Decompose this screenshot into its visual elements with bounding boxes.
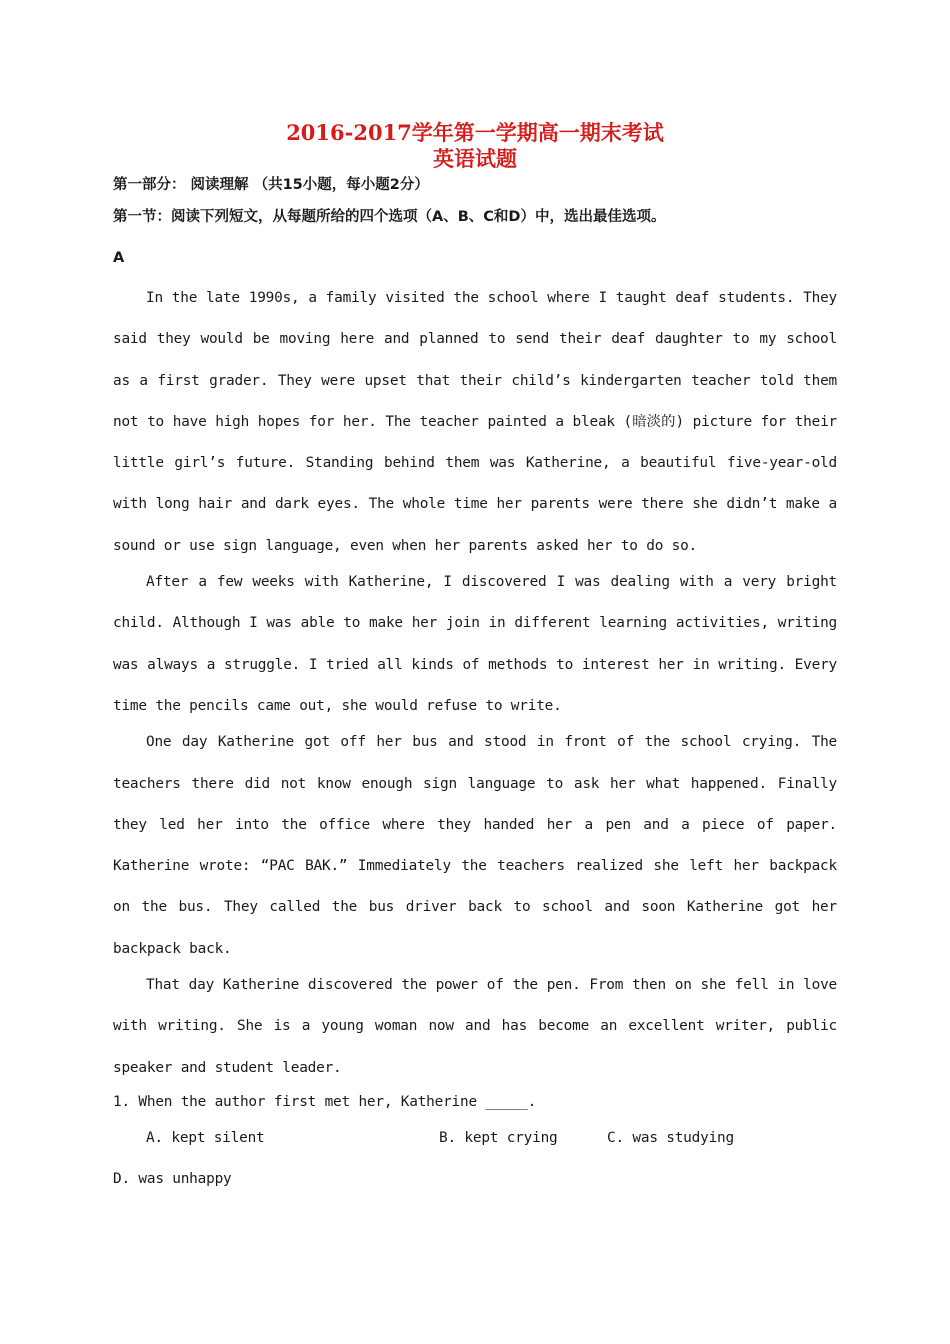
option-a: A. kept silent: [146, 1129, 265, 1146]
passage-paragraph: In the late 1990s, a family visited the school where I taught deaf students. They said they would be moving here and planned to send their deaf daughter to my school as a first grader. They were upset that their child’s kindergarten teacher told them not to have high hopes for her. The teacher painted a bleak (暗淡的) picture for their little girl’s future. Standing behind them was Katherine, a beautiful five-year-old with long hair and dark eyes. The whole time her parents were there she didn’t make a sound or use sign language, even when her parents asked her to do so.: [113, 290, 837, 554]
option-c: C. was studying: [607, 1129, 734, 1146]
passage-paragraph: That day Katherine discovered the power of the pen. From then on she fell in love with writing. She is a young woman now and has become an excellent writer, public speaker and student leader.: [113, 977, 837, 1076]
option-d: D. was unhappy: [113, 1170, 232, 1187]
exam-page: [113, 120, 837, 1197]
option-b: B. kept crying: [439, 1129, 558, 1146]
question-stem: 1. When the author first met her, Katherine _____.: [113, 1093, 537, 1110]
question-options: [113, 1120, 837, 1156]
section-heading: 第一节：阅读下列短文，从每题所给的四个选项（A、B、C和D）中，选出最佳选项。: [113, 209, 666, 225]
passage-paragraph: After a few weeks with Katherine, I discovered I was dealing with a very bright child. Although I was able to make her join in different learning activities, writing was always a struggle. I tried all kinds of methods to interest her in writing. Every time the pencils came out, she would refuse to write.: [113, 574, 837, 714]
part-heading: 第一部分： 阅读理解 （共15小题，每小题2分）: [113, 177, 429, 193]
passage-paragraph: One day Katherine got off her bus and stood in front of the school crying. The teachers there did not know enough sign language to ask her what happened. Finally they led her into the office where they handed her a pen and a piece of paper. Katherine wrote: “PAC BAK.” Immediately the teachers realized she left her backpack on the bus. They called the bus driver back to school and soon Katherine got her backpack back.: [113, 734, 837, 957]
passage-label: A: [113, 250, 125, 266]
exam-title: 2016-2017学年第一学期高一期末考试: [286, 120, 664, 145]
exam-subtitle: 英语试题: [433, 146, 517, 171]
